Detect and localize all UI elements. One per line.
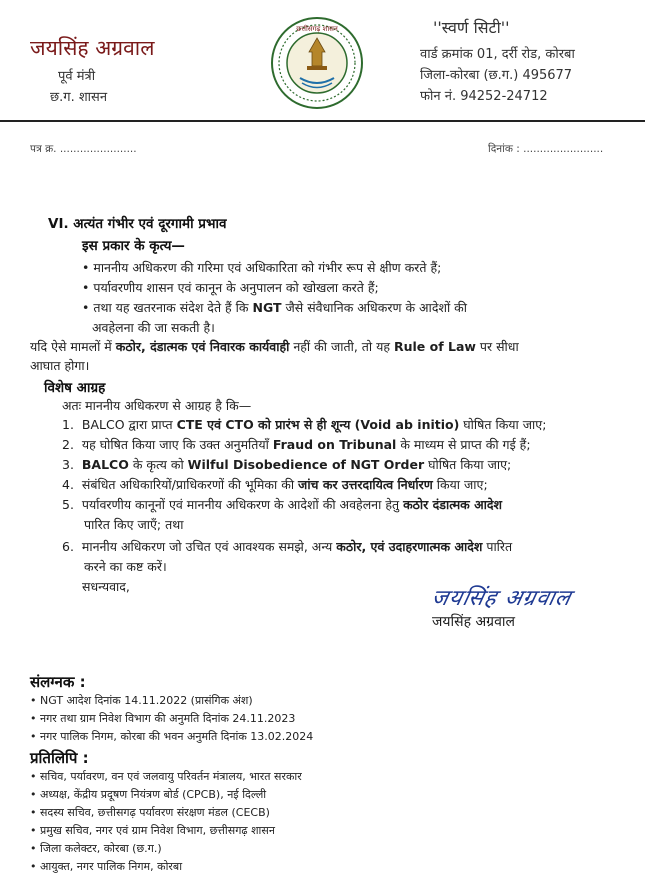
request-item-2: 2. यह घोषित किया जाए कि उक्त अनुमतियाँ Fraud on Tribunal के माध्यम से प्राप्त की गई हैं; (62, 437, 531, 452)
request-item-5-cont: पारित किए जाएँ; तथा (84, 517, 184, 532)
copy-recipient: • सचिव, पर्यावरण, वन एवं जलवायु परिवर्तन मंत्रालय, भारत सरकार (30, 770, 302, 783)
enclosures-heading: संलग्नक : (30, 673, 86, 691)
signatory-name: जयसिंह अग्रवाल (432, 614, 515, 630)
impact-bullet-3: • तथा यह खतरनाक संदेश देते हैं कि NGT जैसे संवैधानिक अधिकरण के आदेशों की (82, 300, 468, 315)
handwritten-signature: जयसिंह अग्रवाल (429, 586, 574, 611)
copy-recipient: • सदस्य सचिव, छत्तीसगढ़ पर्यावरण संरक्षण मंडल (CECB) (30, 806, 270, 819)
section-6-intro: इस प्रकार के कृत्य— (82, 238, 185, 254)
enclosure-item: • NGT आदेश दिनांक 14.11.2022 (प्रासंगिक अंश) (30, 694, 253, 707)
request-item-6: 6. माननीय अधिकरण जो उचित एवं आवश्यक समझे, अन्य कठोर, एवं उदाहरणात्मक आदेश पारित (62, 539, 513, 554)
sender-government: छ.ग. शासन (50, 90, 108, 105)
section-6-heading: VI. अत्यंत गंभीर एवं दूरगामी प्रभाव (48, 216, 227, 232)
enclosure-item: • नगर पालिक निगम, कोरबा की भवन अनुमति दिनांक 13.02.2024 (30, 730, 314, 743)
request-item-6-cont: करने का कष्ट करें। (84, 559, 167, 574)
seal-text: छत्तीसगढ़ शासन (296, 25, 338, 33)
copies-heading: प्रतिलिपि : (30, 749, 89, 767)
phone-number: फोन नं. 94252-24712 (420, 89, 548, 104)
header-divider (0, 120, 645, 122)
sender-designation: पूर्व मंत्री (58, 69, 96, 84)
impact-bullet-2: • पर्यावरणीय शासन एवं कानून के अनुपालन को खोखला करते हैं; (82, 280, 379, 295)
letter-number: पत्र क्र. ....................... (30, 143, 137, 155)
letter-date: दिनांक : ........................ (488, 143, 604, 155)
thanks-text: सधन्यवाद, (82, 579, 130, 594)
copy-recipient: • अध्यक्ष, केंद्रीय प्रदूषण नियंत्रण बोर्ड (CPCB), नई दिल्ली (30, 788, 267, 801)
copy-recipient: • प्रमुख सचिव, नगर एवं ग्राम निवेश विभाग, छत्तीसगढ़ शासन (30, 824, 275, 837)
impact-bullet-3-cont: अवहेलना की जा सकती है। (92, 320, 215, 335)
enclosure-item: • नगर तथा ग्राम निवेश विभाग की अनुमति दिनांक 24.11.2023 (30, 712, 296, 725)
request-item-3: 3. BALCO के कृत्य को Wilful Disobedience of NGT Order घोषित किया जाए; (62, 457, 512, 472)
address-line-2: जिला-कोरबा (छ.ग.) 495677 (420, 68, 573, 83)
request-item-5: 5. पर्यावरणीय कानूनों एवं माननीय अधिकरण के आदेशों की अवहेलना हेतु कठोर दंडात्मक आदेश (62, 497, 503, 512)
state-emblem-seal (270, 16, 364, 110)
request-intro: अतः माननीय अधिकरण से आग्रह है कि— (62, 398, 252, 413)
request-heading: विशेष आग्रह (44, 380, 106, 396)
section-6-closing-cont: आघात होगा। (30, 358, 90, 373)
sender-name: जयसिंह अग्रवाल (30, 36, 155, 60)
impact-bullet-1: • माननीय अधिकरण की गरिमा एवं अधिकारिता को गंभीर रूप से क्षीण करते हैं; (82, 260, 442, 275)
section-6-closing: यदि ऐसे मामलों में कठोर, दंडात्मक एवं निवारक कार्यवाही नहीं की जाती, तो यह Rule of Law पर सीधा (30, 339, 519, 354)
copy-recipient: • आयुक्त, नगर पालिक निगम, कोरबा (30, 860, 183, 873)
address-line-1: वार्ड क्रमांक 01, दर्री रोड, कोरबा (420, 47, 575, 62)
request-item-4: 4. संबंधित अधिकारियों/प्राधिकरणों की भूमिका की जांच कर उत्तरदायित्व निर्धारण किया जाए; (62, 477, 488, 492)
copy-recipient: • जिला कलेक्टर, कोरबा (छ.ग.) (30, 842, 162, 855)
request-item-1: 1. BALCO द्वारा प्राप्त CTE एवं CTO को प्रारंभ से ही शून्य (Void ab initio) घोषित किया जाए; (62, 417, 547, 432)
residence-name: ''स्वर्ण सिटी'' (433, 18, 510, 37)
